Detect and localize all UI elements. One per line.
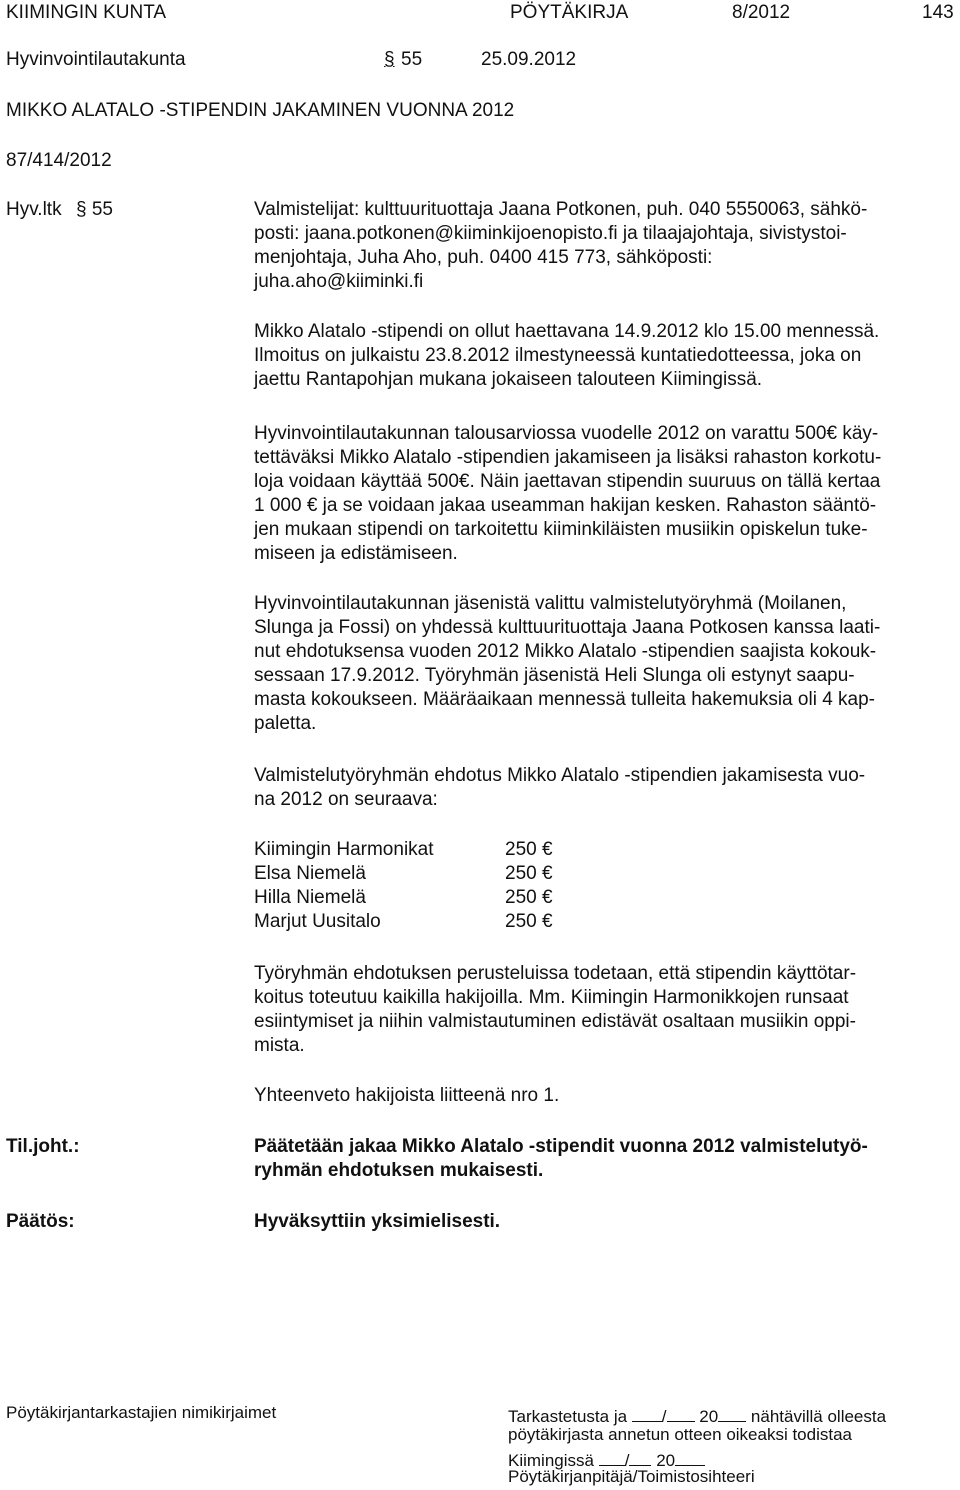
paragraph-line: loja voidaan käyttää 500€. Näin jaettavan stipendin suuruus on tällä kertaa	[254, 471, 881, 492]
paragraph-line: nut ehdotuksensa vuoden 2012 Mikko Alatalo -stipendien saajista kokouk-	[254, 641, 877, 662]
document-type: PÖYTÄKIRJA	[510, 2, 629, 23]
paragraph-line: na 2012 on seuraava:	[254, 789, 438, 810]
application-period-paragraph	[254, 320, 954, 392]
paragraph-line: jen mukaan stipendi on tarkoitettu kiiminkiläisten musiikin opiskelun tuke-	[254, 519, 868, 540]
paragraph-line: Hyvinvointilautakunnan talousarviossa vuodelle 2012 on varattu 500€ käy-	[254, 423, 879, 444]
preparation-section: § 55	[76, 199, 113, 220]
date-blank-year	[675, 1447, 705, 1466]
proposal-line: ryhmän ehdotuksen mukaisesti.	[254, 1160, 544, 1181]
footer-slash: /	[661, 1407, 667, 1426]
decision-text: Hyväksyttiin yksimielisesti.	[254, 1211, 501, 1232]
recipient-name: Marjut Uusitalo	[254, 911, 381, 932]
paragraph-line: tettäväksi Mikko Alatalo -stipendien jakamiseen ja lisäksi rahaston korkotu-	[254, 447, 882, 468]
footer-certification-line1	[508, 1403, 886, 1427]
paragraph-line: Hyvinvointilautakunnan jäsenistä valittu valmistelutyöryhmä (Moilanen,	[254, 593, 847, 614]
paragraph-line: koitus toteutuu kaikilla hakijoilla. Mm. Kiimingin Harmonikkojen runsaat	[254, 987, 849, 1008]
paragraph-line: esiintymiset ja niihin valmistautuminen edistävät osaltaan musiikin oppi-	[254, 1011, 856, 1032]
summary-note: Yhteenveto hakijoista liitteenä nro 1.	[254, 1085, 560, 1106]
page-number: 143	[922, 2, 954, 23]
date-blank-month	[629, 1447, 651, 1466]
footer-signer: Pöytäkirjanpitäjä/Toimistosihteeri	[508, 1467, 755, 1486]
date-blank-year	[718, 1403, 746, 1422]
paragraph-line: Työryhmän ehdotuksen perusteluissa todetaan, että stipendin käyttötar-	[254, 963, 857, 984]
municipality-name: KIIMINGIN KUNTA	[6, 2, 167, 23]
paragraph-line: Ilmoitus on julkaistu 23.8.2012 ilmestyneessä kuntatiedotteessa, joka on	[254, 345, 862, 366]
paragraph-line: posti: jaana.potkonen@kiiminkijoenopisto.fi ja tilaajajohtaja, sivistystoi-	[254, 223, 847, 244]
working-group-paragraph	[254, 592, 954, 736]
section-symbol: §	[384, 49, 395, 70]
meeting-date: 25.09.2012	[481, 49, 577, 70]
paragraph-line: miseen ja edistämiseen.	[254, 543, 458, 564]
proposal-intro-paragraph	[254, 764, 954, 812]
footer-initials-label: Pöytäkirjantarkastajien nimikirjaimet	[6, 1403, 277, 1422]
footer-checked-suffix: nähtävillä olleesta	[750, 1407, 887, 1426]
paragraph-line: Slunga ja Fossi) on yhdessä kulttuurituottaja Jaana Potkosen kanssa laati-	[254, 617, 881, 638]
paragraph-line: Valmistelutyöryhmän ehdotus Mikko Alatalo -stipendien jakamisesta vuo-	[254, 765, 866, 786]
paragraph-line: paletta.	[254, 713, 317, 734]
footer-checked-prefix: Tarkastetusta ja	[508, 1407, 628, 1426]
paragraph-line: 1 000 € ja se voidaan jakaa useamman hakijan kesken. Rahaston sääntö-	[254, 495, 877, 516]
date-blank-day	[599, 1447, 625, 1466]
proposal-line: Päätetään jakaa Mikko Alatalo -stipendit vuonna 2012 valmistelutyö-	[254, 1136, 868, 1157]
paragraph-line: Mikko Alatalo -stipendi on ollut haettavana 14.9.2012 klo 15.00 mennessä.	[254, 321, 880, 342]
paragraph-line: jaettu Rantapohjan mukana jokaiseen talouteen Kiimingissä.	[254, 369, 763, 390]
recipient-amount: 250 €	[505, 911, 553, 932]
proposal-label: Til.joht.:	[6, 1136, 80, 1157]
recipient-name: Hilla Niemelä	[254, 887, 366, 908]
paragraph-line: mista.	[254, 1035, 305, 1056]
footer-year: 20	[656, 1451, 676, 1470]
paragraph-line: juha.aho@kiiminki.fi	[254, 271, 424, 292]
committee-name: Hyvinvointilautakunta	[6, 49, 186, 70]
recipient-amount: 250 €	[505, 839, 553, 860]
recipient-amount: 250 €	[505, 887, 553, 908]
paragraph-line: Valmistelijat: kulttuurituottaja Jaana Potkonen, puh. 040 5550063, sähkö-	[254, 199, 868, 220]
recipient-name: Elsa Niemelä	[254, 863, 366, 884]
footer-place: Kiimingissä	[508, 1451, 594, 1470]
recipient-amount: 250 €	[505, 863, 553, 884]
justification-paragraph	[254, 962, 954, 1058]
recipient-name: Kiimingin Harmonikat	[254, 839, 434, 860]
footer-slash: /	[624, 1451, 630, 1470]
footer-certification-line2: pöytäkirjasta annetun otteen oikeaksi todistaa	[508, 1425, 853, 1444]
date-blank-month	[667, 1403, 695, 1422]
paragraph-line: sessaan 17.9.2012. Työryhmän jäsenistä Heli Slunga oli estynyt saapu-	[254, 665, 855, 686]
paragraph-line: masta kokoukseen. Määräaikaan mennessä tulleita hakemuksia oli 4 kap-	[254, 689, 875, 710]
decision-label: Päätös:	[6, 1211, 75, 1232]
document-title: MIKKO ALATALO -STIPENDIN JAKAMINEN VUONNA 2012	[6, 100, 515, 121]
preparation-label: Hyv.ltk	[6, 199, 62, 220]
document-number: 8/2012	[732, 2, 791, 23]
date-blank-day	[632, 1403, 662, 1422]
paragraph-line: menjohtaja, Juha Aho, puh. 0400 415 773, sähköposti:	[254, 247, 713, 268]
preparers-paragraph	[254, 198, 954, 294]
budget-paragraph	[254, 422, 954, 566]
case-number: 87/414/2012	[6, 150, 112, 171]
footer-year: 20	[699, 1407, 719, 1426]
proposal-text	[254, 1135, 954, 1183]
section-number: 55	[401, 49, 423, 70]
